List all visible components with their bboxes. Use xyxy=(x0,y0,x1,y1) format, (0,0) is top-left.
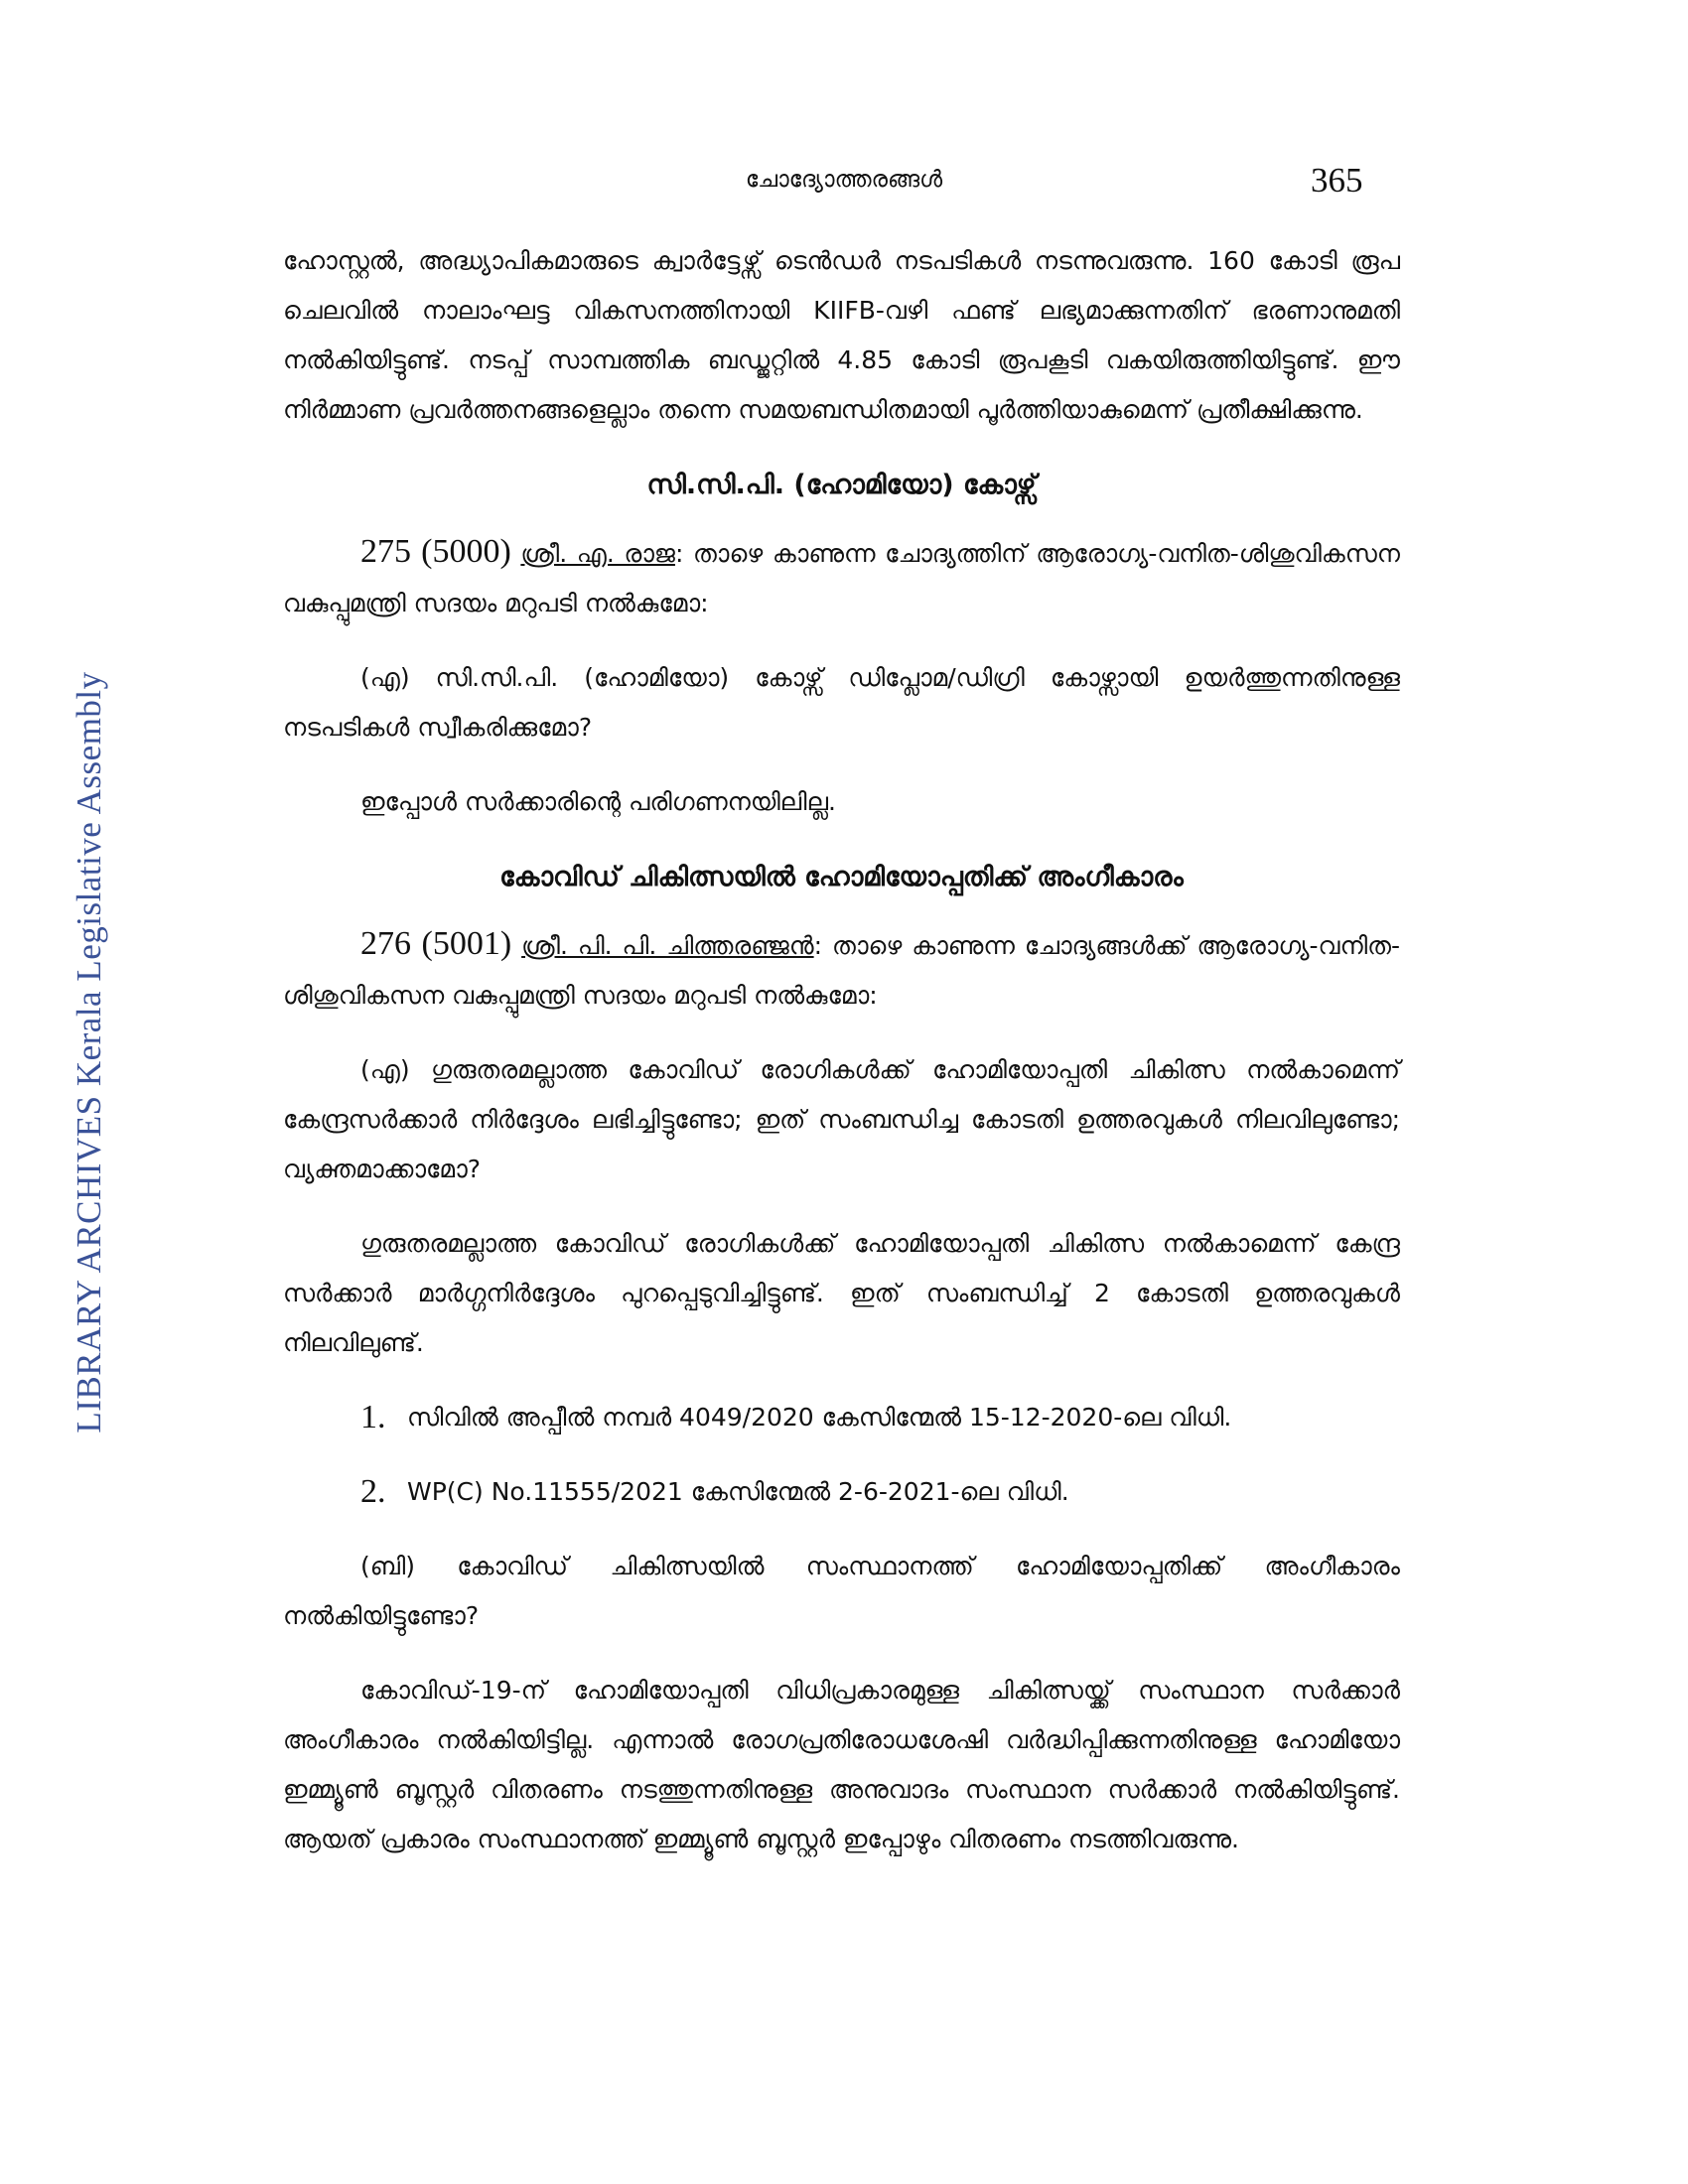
question-intro: : താഴെ കാണുന്ന ചോദ്യങ്ങൾക്ക് ആരോഗ്യ-വനിത-ശിശുവികസന വകുപ്പുമന്ത്രി സദയം മറുപടി നൽകുമോ: xyxy=(283,931,1400,1010)
paragraph-continued: ഹോസ്റ്റൽ, അദ്ധ്യാപികമാരുടെ ക്വാർട്ടേഴ്സ് ടെൻഡർ നടപടികൾ നടന്നുവരുന്നു. 160 കോടി രൂപ ചെലവിൽ നാലാംഘട്ട വികസനത്തിനായി KIIFB-വഴി ഫണ്ട് ലഭ്യമാക്കുന്നതിന് ഭരണാനുമതി നൽകിയിട്ടുണ്ട്. നടപ്പ് സാമ്പത്തിക ബഡ്ജറ്റിൽ 4.85 കോടി രൂപകൂടി വകയിരുത്തിയിട്ടുണ്ട്. ഈ നിർമ്മാണ പ്രവർത്തനങ്ങളെല്ലാം തന്നെ സമയബന്ധിതമായി പൂർത്തിയാകുമെന്ന് പ്രതീക്ഷിക്കുന്നു. xyxy=(283,246,1400,424)
member-name: ശ്രീ. എ. രാജ xyxy=(520,539,675,568)
page-content xyxy=(283,236,1400,1864)
section-heading-covid-homeopathy: കോവിഡ് ചികിത്സയിൽ ഹോമിയോപ്പതിക്ക് അംഗീകാരം xyxy=(499,862,1184,892)
question-intro: : താഴെ കാണുന്ന ചോദ്യത്തിന് ആരോഗ്യ-വനിത-ശിശുവികസന വകുപ്പുമന്ത്രി സദയം മറുപടി നൽകുമോ: xyxy=(283,539,1400,617)
question-275 xyxy=(283,527,1400,628)
side-watermark: LIBRARY ARCHIVES Kerala Legislative Assembly xyxy=(70,671,108,1433)
answer-a: ഇപ്പോൾ സർക്കാരിന്റെ പരിഗണനയിലില്ല. xyxy=(360,787,836,816)
answer-a: ഗുരുതരമല്ലാത്ത കോവിഡ് രോഗികൾക്ക് ഹോമിയോപ്പതി ചികിത്സ നൽകാമെന്ന് കേന്ദ്ര സർക്കാർ മാർഗ്ഗനിർദ്ദേശം പുറപ്പെടുവിച്ചിട്ടുണ്ട്. ഇത് സംബന്ധിച്ച് 2 കോടതി ഉത്തരവുകൾ നിലവിലുണ്ട്. xyxy=(283,1229,1400,1357)
member-name: ശ്രീ. പി. പി. ചിത്തരഞ്ജൻ xyxy=(521,931,814,960)
sub-question-b: (ബി) കോവിഡ് ചികിത്സയിൽ സംസ്ഥാനത്ത് ഹോമിയോപ്പതിക്ക് അംഗീകാരം നൽകിയിട്ടുണ്ടോ? xyxy=(283,1552,1400,1630)
sub-question-a: (എ) സി.സി.പി. (ഹോമിയോ) കോഴ്സ് ഡിപ്ലോമ/ഡിഗ്രി കോഴ്സായി ഉയർത്തുന്നതിനുള്ള നടപടികൾ സ്വീകരിക്കുമോ? xyxy=(283,663,1400,742)
question-276 xyxy=(283,919,1400,1021)
section-heading-ccp-course: സി.സി.പി. (ഹോമിയോ) കോഴ്സ് xyxy=(646,470,1037,500)
question-number: 275 (5000) xyxy=(360,533,511,570)
list-marker: 2. xyxy=(360,1473,386,1510)
list-marker: 1. xyxy=(360,1399,386,1435)
answer-b: കോവിഡ്-19-ന് ഹോമിയോപ്പതി വിധിപ്രകാരമുള്ള ചികിത്സയ്ക്ക് സംസ്ഥാന സർക്കാർ അംഗീകാരം നൽകിയിട്ടില്ല. എന്നാൽ രോഗപ്രതിരോധശേഷി വർദ്ധിപ്പിക്കുന്നതിനുള്ള ഹോമിയോ ഇമ്മ്യൂൺ ബൂസ്റ്റർ വിതരണം നടത്തുന്നതിനുള്ള അനുവാദം സംസ്ഥാന സർക്കാർ നൽകിയിട്ടുണ്ട്. ആയത് പ്രകാരം സംസ്ഥാനത്ത് ഇമ്മ്യൂൺ ബൂസ്റ്റർ ഇപ്പോഴും വിതരണം നടത്തിവരുന്നു. xyxy=(283,1676,1400,1853)
list-text: WP(C) No.11555/2021 കേസിന്മേൽ 2-6-2021-ലെ വിധി. xyxy=(407,1477,1069,1506)
list-item xyxy=(283,1393,1400,1442)
list-text: സിവിൽ അപ്പീൽ നമ്പർ 4049/2020 കേസിന്മേൽ 15-12-2020-ലെ വിധി. xyxy=(407,1403,1232,1432)
running-header-title: ചോദ്യോത്തരങ്ങൾ xyxy=(745,167,943,193)
question-number: 276 (5001) xyxy=(360,925,512,962)
list-item xyxy=(283,1467,1400,1517)
sub-question-a: (എ) ഗുരുതരമല്ലാത്ത കോവിഡ് രോഗികൾക്ക് ഹോമിയോപ്പതി ചികിത്സ നൽകാമെന്ന് കേന്ദ്രസർക്കാർ നിർദ്ദേശം ലഭിച്ചിട്ടുണ്ടോ; ഇത് സംബന്ധിച്ച കോടതി ഉത്തരവുകൾ നിലവിലുണ്ടോ; വ്യക്തമാക്കാമോ? xyxy=(283,1055,1400,1183)
page-number: 365 xyxy=(1311,161,1363,200)
